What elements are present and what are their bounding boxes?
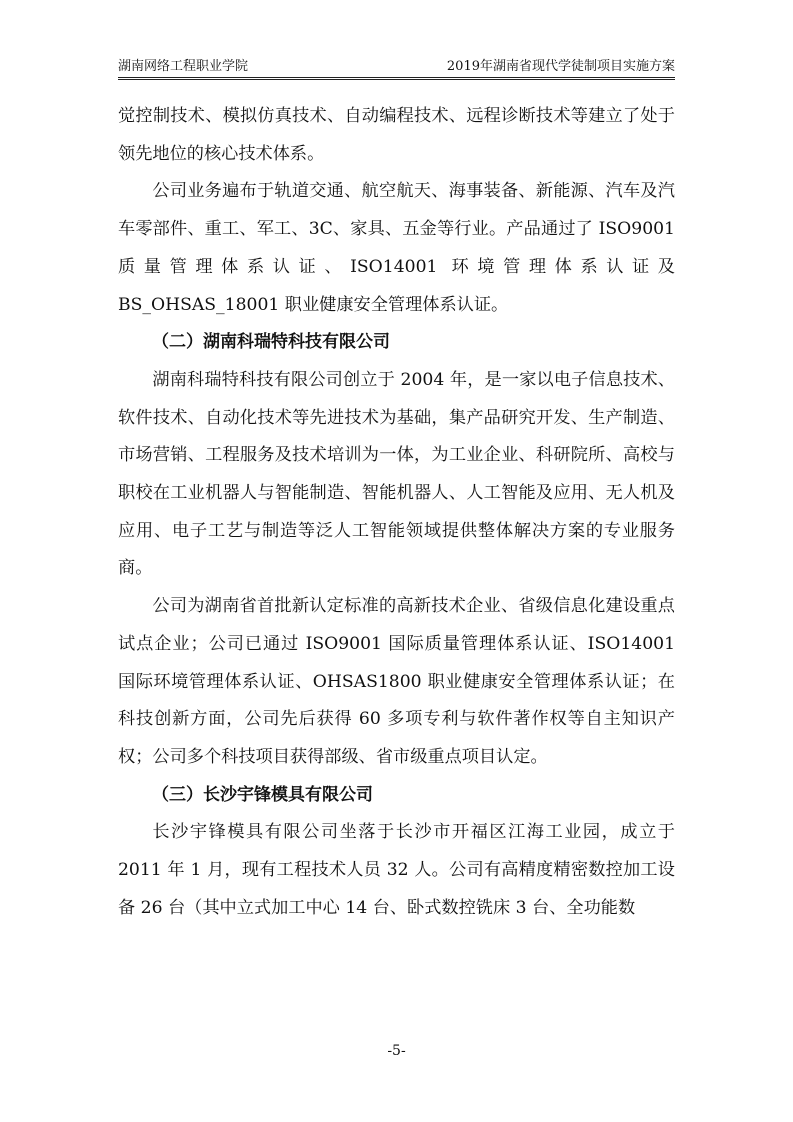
paragraph: 长沙宇锋模具有限公司坐落于长沙市开福区江海工业园，成立于 2011 年 1 月，现有工程技术人员 32 人。公司有高精度精密数控加工设备 26 台（其中立式加工中心 14 台、卧式数控铣床 3 台、全功能数 [118, 822, 675, 918]
section-heading: （三）长沙宇锋模具有限公司 [152, 784, 373, 805]
header-right-text: 2019年湖南省现代学徒制项目实施方案 [446, 59, 675, 74]
header-rule [118, 77, 675, 80]
section-heading: （二）湖南科瑞特科技有限公司 [152, 332, 390, 353]
page-header [118, 54, 675, 74]
document-body [118, 98, 675, 927]
paragraph: 公司为湖南省首批新认定标准的高新技术企业、省级信息化建设重点试点企业；公司已通过 ISO9001 国际质量管理体系认证、ISO14001 国际环境管理体系认证、OHSAS1800 职业健康安全管理体系认证；在科技创新方面，公司先后获得 60 多项专利与软件著作权等自主知识产权；公司多个科技项目获得部级、省市级重点项目认定。 [118, 596, 675, 767]
paragraph: 湖南科瑞特科技有限公司创立于 2004 年，是一家以电子信息技术、软件技术、自动化技术等先进技术为基础，集产品研究开发、生产制造、市场营销、工程服务及技术培训为一体，为工业企业、科研院所、高校与职校在工业机器人与智能制造、智能机器人、人工智能及应用、无人机及应用、电子工艺与制造等泛人工智能领域提供整体解决方案的专业服务商。 [118, 369, 675, 579]
paragraph: 公司业务遍布于轨道交通、航空航天、海事装备、新能源、汽车及汽车零部件、重工、军工、3C、家具、五金等行业。产品通过了 ISO9001 质量管理体系认证、ISO14001 环境管理体系认证及 BS_OHSAS_18001 职业健康安全管理体系认证。 [118, 181, 675, 315]
header-left-text: 湖南网络工程职业学院 [118, 59, 249, 74]
paragraph-continued: 觉控制技术、模拟仿真技术、自动编程技术、远程诊断技术等建立了处于领先地位的核心技术体系。 [118, 106, 675, 164]
page-number: -5- [387, 1043, 406, 1059]
